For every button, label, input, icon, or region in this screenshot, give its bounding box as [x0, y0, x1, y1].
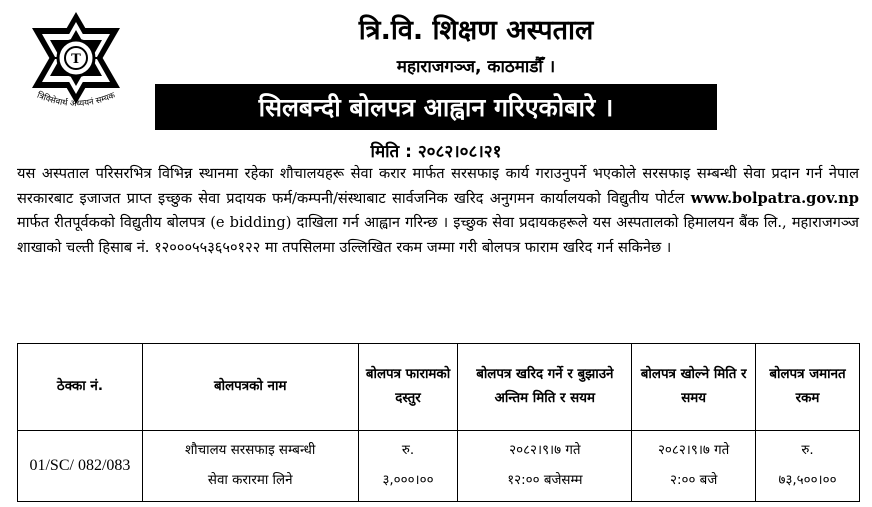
- table-header-row: [18, 344, 860, 431]
- tender-table: [17, 343, 860, 502]
- website-link[interactable]: www.bolpatra.gov.np: [690, 189, 859, 207]
- form-fee-amount: ३,०००।००: [382, 473, 434, 488]
- opening-date-time: २:०० बजे: [670, 473, 718, 488]
- cell-bid-bond: [756, 431, 860, 502]
- tender-name-line1: शौचालय सरसफाइ सम्बन्धी: [185, 443, 316, 458]
- opening-date-value: २०८२।९।७ गते: [657, 443, 730, 458]
- tender-name-line2: सेवा करारमा लिने: [207, 473, 293, 488]
- header-last-date: बोलपत्र खरिद गर्ने र बुझाउने अन्तिम मिति र सयम: [458, 344, 632, 431]
- cell-tender-name: [142, 431, 358, 502]
- notice-date: मिति : २०८२।०८।२१: [370, 142, 502, 162]
- cell-last-date: [458, 431, 632, 502]
- last-date-value: २०८२।९।७ गते: [509, 443, 581, 458]
- bid-bond-amount: ७३,५००।००: [778, 473, 837, 488]
- header-bid-bond: बोलपत्र जमानत रकम: [756, 344, 860, 431]
- header-form-fee: बोलपत्र फारामको दस्तुर: [358, 344, 458, 431]
- cell-opening-date: [632, 431, 756, 502]
- hospital-title: त्रि.वि. शिक्षण अस्पताल: [358, 15, 594, 46]
- svg-text:T: T: [71, 52, 81, 67]
- cell-form-fee: [358, 431, 458, 502]
- paragraph-part-2: मार्फत रीतपूर्वकको विद्युतीय बोलपत्र (e bidding) दाखिला गर्न आह्वान गरिन्छ । इच्छुक सेवा प्रदायकहरूले यस अस्पतालको हिमालयन बैंक लि., महाराजगञ्ज शाखाको चल्ती हिसाब नं. १२०००५५३६५०१२२ मा तपसिलमा उल्लिखित रकम जम्मा गरी बोलपत्र फाराम खरिद गर्न सकिनेछ ।: [17, 214, 859, 256]
- header-tender-name: बोलपत्रको नाम: [142, 344, 358, 431]
- header-contract-no: ठेक्का नं.: [18, 344, 143, 431]
- notice-paragraph: [17, 162, 859, 260]
- header-opening-date: बोलपत्र खोल्ने मिति र समय: [632, 344, 756, 431]
- hospital-address: महाराजगञ्ज, काठमाडौँ ।: [396, 57, 556, 77]
- last-date-time: १२:०० बजेसम्म: [507, 473, 583, 488]
- notice-title-banner: [155, 84, 717, 130]
- cell-contract-no: 01/SC/ 082/083: [18, 431, 143, 502]
- logo-motto-text: त्रिविसेवार्थ अध्ययनं सम्यक: [35, 90, 117, 110]
- notice-title: सिलबन्दी बोलपत्र आह्वान गरिएकोबारे ।: [258, 93, 614, 122]
- bid-bond-currency: रु.: [801, 443, 814, 458]
- paragraph-part-1: यस अस्पताल परिसरभित्र विभिन्न स्थानमा रहेका शौचालयहरू सेवा करार मार्फत सरसफाइ कार्य गराउनुपर्ने भएकोले सरसफाइ सम्बन्धी सेवा प्रदान गर्न नेपाल सरकारबाट इजाजत प्राप्त इच्छुक सेवा प्रदायक फर्म/कम्पनी/संस्थाबाट सार्वजनिक खरिद अनुगमन कार्यालयको विद्युतीय पोर्टल: [17, 165, 859, 207]
- table-row: [18, 431, 860, 502]
- form-fee-currency: रु.: [401, 443, 415, 458]
